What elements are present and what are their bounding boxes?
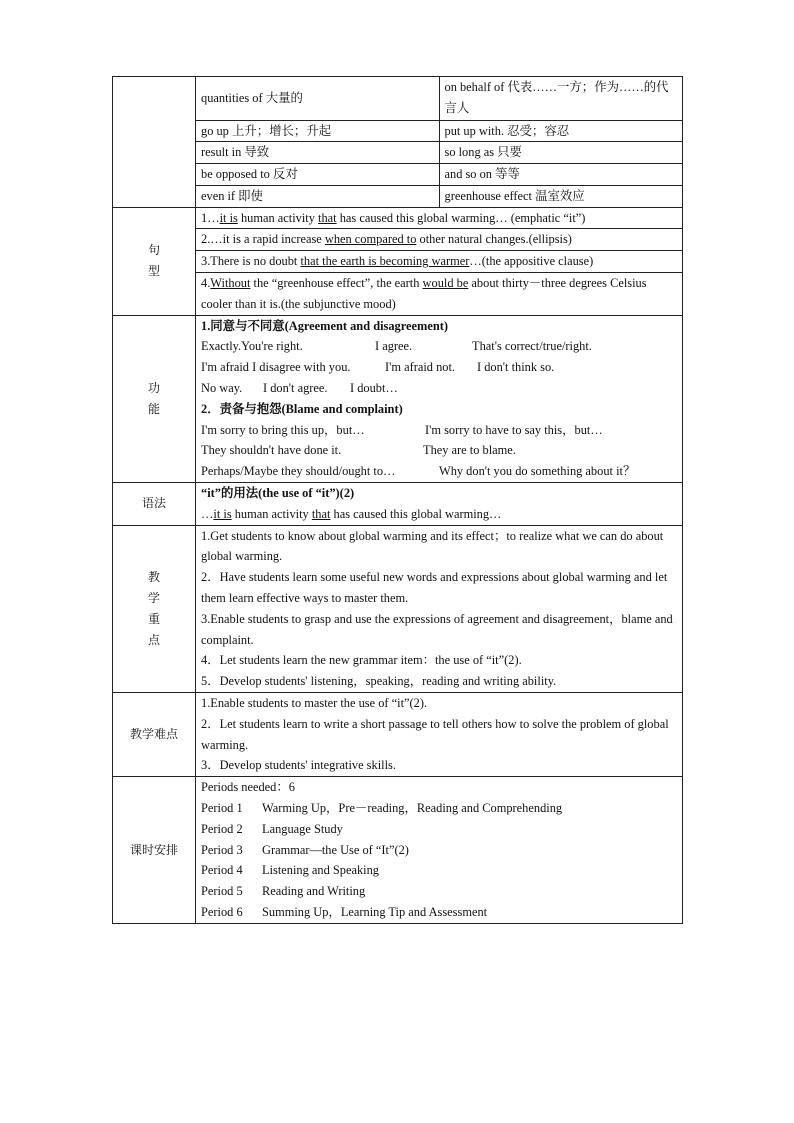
difficulty-item: 1.Enable students to master the use of “it”(2). [201, 696, 428, 711]
key-points-section [113, 525, 683, 692]
sentence-2: 2.…it is a rapid increase when compared to other natural changes.(ellipsis) [196, 228, 682, 250]
function-section [113, 315, 683, 482]
key-points-label: 教 学 重 点 [113, 525, 196, 692]
vocab-item: on behalf of 代表……一方；作为……的代言人 [444, 80, 669, 115]
period-row: Period 1 Warming Up，Pre－reading，Reading and Comprehending [201, 801, 563, 815]
period-row: Period 5 Reading and Writing [201, 884, 366, 899]
sentence-cell [196, 207, 683, 315]
function-heading-blame: 2．责备与抱怨(Blame and complaint) [201, 401, 403, 416]
period-row: Period 6 Summing Up，Learning Tip and Assessment [201, 904, 488, 919]
function-label: 功 能 [113, 315, 196, 482]
vocab-item: result in 导致 [196, 142, 439, 164]
periods-needed: Periods needed：6 [201, 780, 295, 795]
difficulty-item: 3．Develop students' integrative skills. [201, 758, 396, 773]
vocab-label [113, 77, 196, 208]
vocab-section [113, 77, 683, 208]
function-line: Exactly.You're right. I agree. That's correct/true/right. [201, 339, 592, 354]
sentence-3: 3.There is no doubt that the earth is becoming warmer…(the appositive clause) [196, 250, 682, 272]
difficulties-section [113, 693, 683, 777]
grammar-cell [196, 483, 683, 526]
period-row: Period 2 Language Study [201, 821, 343, 836]
vocab-cell [196, 77, 683, 208]
grammar-title: “it”的用法(the use of “it”)(2) [201, 486, 355, 501]
sentence-4: 4.Without the “greenhouse effect”, the earth would be about thirty－three degrees Celsius cooler than it is.(the subjunctive mood) [196, 272, 682, 315]
function-heading-agreement: 1.同意与不同意(Agreement and disagreement) [201, 318, 448, 333]
key-points-cell [196, 525, 683, 692]
grammar-section [113, 483, 683, 526]
schedule-section [113, 777, 683, 924]
vocab-item: be opposed to 反对 [196, 164, 439, 186]
function-line: No way. I don't agree. I doubt… [201, 381, 398, 396]
schedule-label: 课时安排 [113, 777, 196, 924]
vocab-item: so long as 只要 [439, 142, 682, 164]
vocab-item: go up 上升；增长；升起 [196, 120, 439, 142]
grammar-example: …it is human activity that has caused this global warming… [201, 506, 502, 521]
function-line: They shouldn't have done it. They are to blame. [201, 443, 516, 458]
function-line: I'm afraid I disagree with you. I'm afraid not. I don't think so. [201, 360, 555, 375]
vocab-item: and so on 等等 [439, 164, 682, 186]
vocab-item: put up with. 忍受；容忍 [439, 120, 682, 142]
key-point: 3.Enable students to grasp and use the expressions of agreement and disagreement，blame and complaint. [201, 611, 673, 647]
period-row: Period 3 Grammar—the Use of “It”(2) [201, 842, 409, 857]
lesson-plan-table [112, 76, 683, 924]
key-point: 4．Let students learn the new grammar item：the use of “it”(2). [201, 653, 522, 668]
period-row: Period 4 Listening and Speaking [201, 863, 380, 878]
key-point: 5．Develop students' listening，speaking，reading and writing ability. [201, 674, 557, 689]
vocab-item: quantities of 大量的 [196, 77, 439, 120]
function-line: I'm sorry to bring this up，but… I'm sorry to have to say this，but… [201, 422, 603, 437]
vocab-item: greenhouse effect 温室效应 [439, 185, 682, 206]
key-point: 2．Have students learn some useful new words and expressions about global warming and let them learn effective ways to master them. [201, 570, 668, 606]
function-cell [196, 315, 683, 482]
schedule-cell [196, 777, 683, 924]
sentence-1: 1…it is human activity that has caused this global warming… (emphatic “it”) [201, 210, 586, 225]
sentence-section [113, 207, 683, 315]
vocab-item: even if 即使 [196, 185, 439, 206]
sentence-label: 句 型 [113, 207, 196, 315]
key-point: 1.Get students to know about global warming and its effect；to realize what we can do about global warming. [201, 528, 664, 564]
difficulty-item: 2．Let students learn to write a short passage to tell others how to solve the problem of global warming. [201, 716, 669, 752]
function-line: Perhaps/Maybe they should/ought to… Why don't you do something about it？ [201, 464, 636, 479]
difficulties-cell [196, 693, 683, 777]
difficulties-label: 教学难点 [113, 693, 196, 777]
grammar-label: 语法 [113, 483, 196, 526]
